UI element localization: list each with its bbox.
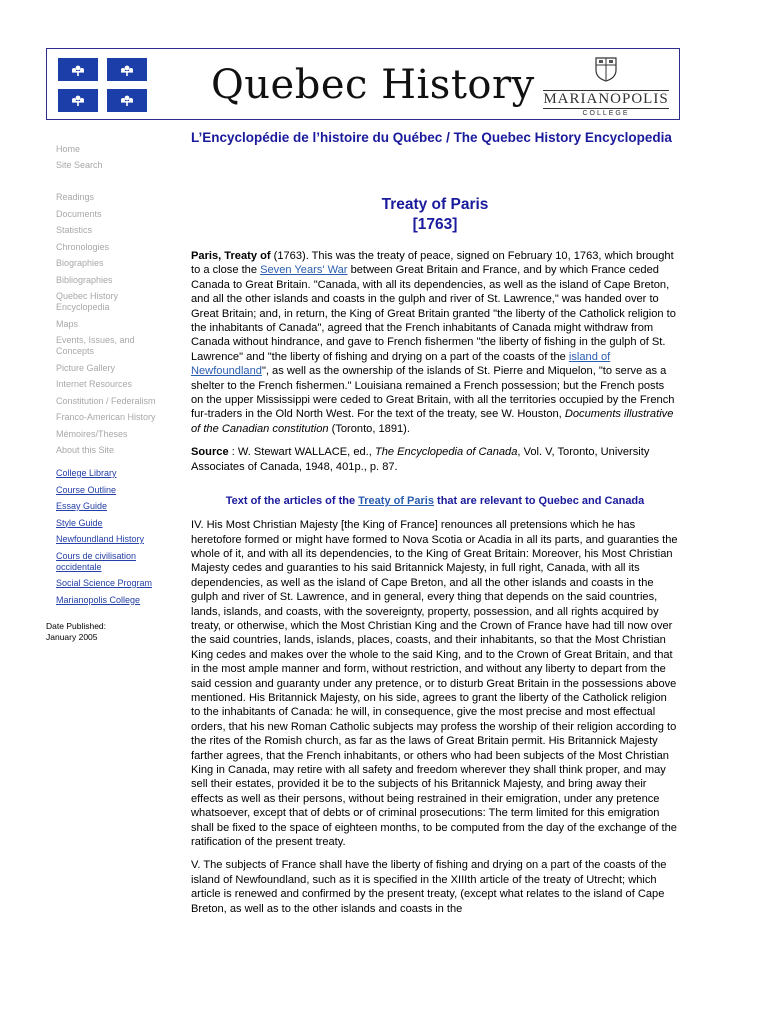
date-label: Date Published: bbox=[46, 621, 107, 631]
college-logo[interactable] bbox=[539, 56, 673, 117]
intro-text-1: (1763). This was the treaty of peace, signed on February 10, 1763, which brought to a close the bbox=[191, 250, 674, 277]
source-text-1: : W. Stewart WALLACE, ed., bbox=[228, 446, 375, 459]
nav-constitution[interactable]: Constitution / Federalism bbox=[56, 395, 156, 406]
college-subtitle: COLLEGE bbox=[582, 110, 630, 117]
link-newfoundland-history[interactable]: Newfoundland History bbox=[56, 534, 145, 544]
page-title-main: Treaty of Paris bbox=[381, 196, 489, 213]
link-marianopolis[interactable]: Marianopolis College bbox=[56, 594, 141, 605]
intro-text-2: between Great Britain and France, and by which France ceded Canada to Great Britain. "Canada, with all its dependencies, as well as the island of Cape Breton, and all the other islands and coasts in the gulph and river of St. Lawrence," was handed over to Great Britain; and, in return, the King of Great Britain granted "the liberty of the Catholick religion to the inhabitants of Canada", agreed that the French inhabitants of Canada might withdraw from Canada without hindrance, and gave to French fishermen "the liberty of fishing in the gulph of St. Lawrence" and "the liberty of fishing and drying on a part of the coasts of the bbox=[191, 264, 676, 363]
intro-book-title: Documents illustrative of the Canadian constitution bbox=[191, 408, 674, 435]
nav-chronologies[interactable]: Chronologies bbox=[56, 241, 110, 252]
link-college-library[interactable]: College Library bbox=[56, 468, 117, 478]
source-book-title: The Encyclopedia of Canada bbox=[374, 446, 518, 459]
college-crest-icon bbox=[593, 56, 619, 82]
nav-memoires[interactable]: Mémoires/Theses bbox=[56, 428, 128, 439]
link-cours-civilisation[interactable]: Cours de civilisation occidentale bbox=[56, 550, 137, 572]
college-name: MARIANOPOLIS bbox=[543, 91, 669, 107]
intro-text-3: ", as well as the ownership of the islands of St. Pierre and Miquelon, "to serve as a shelter to the French fishermen." Louisiana remained a French possession; but the French posts on the upper Mississippi were ceded to Great Britain, with all the territories occupied by the French fur-traders in the Old North West. For the text of the treaty, see W. Houston, bbox=[191, 365, 675, 421]
source-paragraph bbox=[191, 445, 679, 474]
nav-picture-gallery[interactable]: Picture Gallery bbox=[56, 362, 116, 373]
page-title-year: [1763] bbox=[412, 216, 458, 233]
nav-site-search[interactable]: Site Search bbox=[56, 160, 103, 170]
nav-internet-resources[interactable]: Internet Resources bbox=[56, 379, 133, 389]
sidebar-nav bbox=[56, 134, 176, 456]
date-value: January 2005 bbox=[46, 632, 98, 642]
link-seven-years-war[interactable]: Seven Years' War bbox=[260, 264, 348, 277]
nav-about[interactable]: About this Site bbox=[56, 445, 115, 455]
sidebar-links bbox=[56, 468, 176, 606]
nav-readings[interactable]: Readings bbox=[56, 192, 95, 202]
nav-franco-american[interactable]: Franco-American History bbox=[56, 412, 156, 422]
link-island-of-newfoundland[interactable]: island of Newfoundland bbox=[191, 350, 611, 378]
source-label: Source bbox=[191, 446, 229, 459]
link-course-outline[interactable]: Course Outline bbox=[56, 484, 117, 495]
intro-paragraph bbox=[191, 249, 679, 436]
nav-events[interactable]: Events, Issues, and Concepts bbox=[56, 335, 135, 356]
nav-biographies[interactable]: Biographies bbox=[56, 258, 104, 268]
article-v: V. The subjects of France shall have the liberty of fishing and drying on a part of the coasts of the island of Newfoundland, such as it is specified in the XIIIth article of the treaty of Utrecht; which article is renewed and confirmed by the present treaty, (except what relates to the island of Cape Breton, as well as to the other islands and coasts in the bbox=[191, 859, 667, 915]
section-heading-after: that are relevant to Quebec and Canada bbox=[433, 495, 645, 508]
link-style-guide[interactable]: Style Guide bbox=[56, 517, 103, 528]
section-heading bbox=[191, 494, 679, 508]
link-social-science[interactable]: Social Science Program bbox=[56, 578, 153, 588]
page-title bbox=[191, 195, 679, 235]
link-essay-guide[interactable]: Essay Guide bbox=[56, 501, 108, 511]
quebec-flag-icon bbox=[58, 58, 147, 112]
intro-text-4: (Toronto, 1891). bbox=[328, 422, 410, 435]
article-iv: IV. His Most Christian Majesty [the King of France] renounces all pretensions which he has heretofore formed or might have formed to Nova Scotia or Acadia in all its parts, and guaranties the whole of it, and with all its dependencies, to the King of Great Britain: Moreover, his Most Christian Majesty cedes and guaranties to his said Britannick Majesty, in full right, Canada, with all its dependencies, as well as the island of Cape Breton, and all the other islands and coasts in the gulph and river of St. Lawrence, and in general, every thing that depends on the said countries, lands, islands, and coasts, with the sovereignty, property, possession, and all rights acquired by treaty, or otherwise, which the Most Christian King and the Crown of France have had till now over the said countries, lands, islands, places, coasts, and their inhabitants, so that the Most Christian King cedes and makes over the whole to the said King, and to the Crown of Great Britain, and that in the most ample manner and form, without restriction, and without any liberty to depart from the said cession and guaranty under any pretence, or to disturb Great Britain in the possessions above mentioned. His Britannick Majesty, on his side, agrees to grant the liberty of the Catholick religion to the inhabitants of Canada: he will, in consequence, give the most precise and most effectual orders, that his new Roman Catholic subjects may profess the worship of their religion according to the rites of the Romish church, as far as the laws of Great Britain permit. His Britannick Majesty farther agrees, that the French inhabitants, or others who had been subjects of the Most Christian King in Canada, may retire with all safety and freedom wherever they shall think proper, and may sell their estates, provided it be to the subjects of his Britannick Majesty, and bring away their effects as well as their persons, without being restrained in their emigration, under any pretence whatsoever, except that of debts or of criminal prosecutions: The term limited for this emigration shall be fixed to the space of eighteen months, to be computed from the day of the exchange of the ratification of the present treaty. bbox=[191, 519, 678, 849]
site-header bbox=[46, 48, 680, 120]
site-title[interactable]: Quebec History bbox=[211, 62, 535, 108]
nav-encyclopedia[interactable]: Quebec History Encyclopedia bbox=[56, 291, 119, 312]
date-published bbox=[46, 621, 106, 643]
intro-term: Paris, Treaty of bbox=[191, 250, 271, 262]
encyclopedia-title[interactable]: L’Encyclopédie de l’histoire du Québec / The Quebec History Encyclopedia bbox=[191, 130, 672, 145]
source-text-2: , Vol. V, Toronto, University Associates of Canada, 1948, 401p., p. 87. bbox=[191, 446, 650, 473]
nav-documents[interactable]: Documents bbox=[56, 208, 102, 219]
nav-home[interactable]: Home bbox=[56, 144, 81, 154]
nav-bibliographies[interactable]: Bibliographies bbox=[56, 274, 113, 285]
section-heading-before: Text of the articles of the bbox=[225, 495, 359, 508]
link-treaty-of-paris[interactable]: Treaty of Paris bbox=[358, 495, 434, 508]
nav-statistics[interactable]: Statistics bbox=[56, 225, 93, 235]
main-content bbox=[191, 128, 679, 916]
nav-maps[interactable]: Maps bbox=[56, 318, 79, 329]
